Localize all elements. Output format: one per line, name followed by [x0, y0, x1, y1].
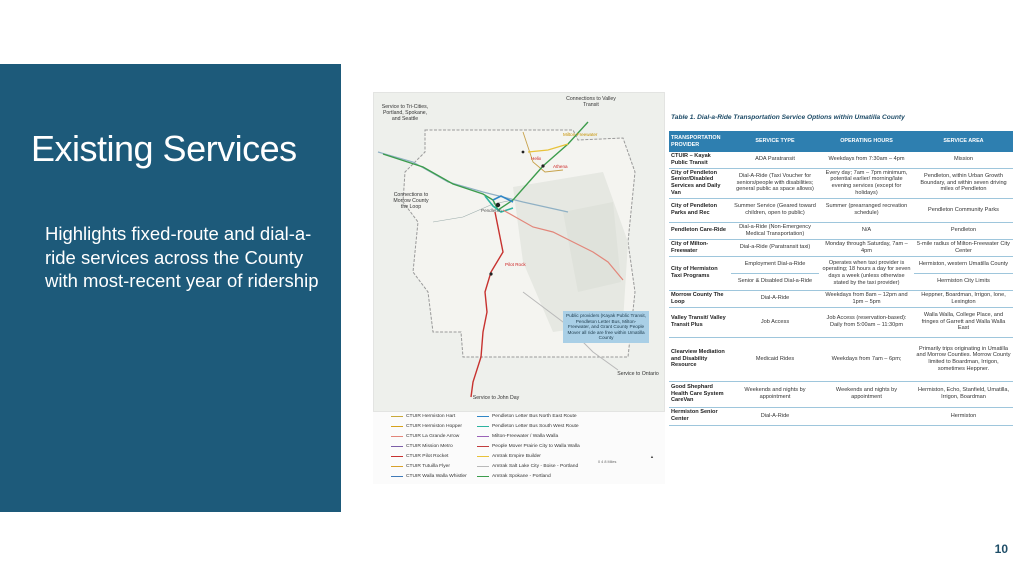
cell-service-type: Dial-A-Ride: [731, 290, 819, 307]
callout-tri-cities: Service to Tri-Cities, Portland, Spokane, and Seattle: [381, 104, 429, 122]
cell-service-type: Dial-A-Ride (Taxi Voucher for seniors/people with disabilities; general public as space allows): [731, 168, 819, 198]
cell-service-type: Summer Service (Geared toward children, open to public): [731, 198, 819, 222]
cell-operating-hours: [819, 407, 914, 425]
cell-service-type: Job Access: [731, 307, 819, 337]
table-row: [669, 198, 1013, 222]
cell-operating-hours: Weekdays from 8am – 12pm and 1pm – 5pm: [819, 290, 914, 307]
legend-item: CTUIR Walla Walla Whistler: [391, 474, 467, 479]
cell-service-area: Pendleton, within Urban Growth Boundary, and within seven driving miles of Pendleton: [914, 168, 1013, 198]
map-scale: 0 4 8 Miles: [598, 460, 617, 464]
legend-item: Pendleton Letter Bus North East Route: [477, 414, 577, 419]
callout-john-day: Service to John Day: [472, 395, 520, 401]
legend-swatch: [477, 446, 489, 448]
cell-service-area: Hermiston City Limits: [914, 273, 1013, 290]
cell-service-type: Weekends and nights by appointment: [731, 381, 819, 407]
cell-service-area: Heppner, Boardman, Irrigon, Ione, Lexington: [914, 290, 1013, 307]
table-header-row: [669, 131, 1013, 152]
cell-provider: Good Shephard Health Care System CareVan: [669, 381, 731, 407]
table-row: [669, 256, 1013, 273]
legend-item: People Mover Prairie City to Walla Walla: [477, 444, 580, 449]
legend-item: Milton-Freewater / Walla Walla: [477, 434, 558, 439]
cell-provider: Hermiston Senior Center: [669, 407, 731, 425]
service-map: [373, 92, 665, 484]
callout-morrow-county: Connections to Morrow County the Loop: [393, 192, 429, 210]
cell-service-type: ADA Paratransit: [731, 152, 819, 168]
cell-service-type: Dial-A-Ride: [731, 407, 819, 425]
table-row: [669, 222, 1013, 239]
legend-item: CTUIR Mission Metro: [391, 444, 453, 449]
cell-provider: Valley Transit/ Valley Transit Plus: [669, 307, 731, 337]
legend-swatch: [477, 426, 489, 428]
label-helix: Helix: [531, 156, 542, 161]
cell-provider: Morrow County The Loop: [669, 290, 731, 307]
cell-service-area: 5-mile radius of Milton-Freewater City Center: [914, 239, 1013, 256]
legend-item: CTUIR Pilot Rocket: [391, 454, 448, 459]
table-row: [669, 307, 1013, 337]
cell-operating-hours: Weekends and nights by appointment: [819, 381, 914, 407]
cell-service-area: Mission: [914, 152, 1013, 168]
free-fare-note: Public providers (Kayak Public Transit, Pendleton Letter Bus, Milton-Freewater, and Grant County People Mover all ride are free within Umatilla County: [563, 311, 649, 343]
header-service-area: SERVICE AREA: [914, 131, 1013, 152]
legend-swatch: [391, 446, 403, 448]
slide-body-text: Highlights fixed-route and dial-a-ride services across the County with most-recent year of ridership: [45, 223, 319, 291]
cell-service-type: Senior & Disabled Dial-a-Ride: [731, 273, 819, 290]
legend-swatch: [391, 466, 403, 468]
cell-service-type: Dial-a-Ride (Paratransit taxi): [731, 239, 819, 256]
legend-item: Pendleton Letter Bus South West Route: [477, 424, 579, 429]
legend-item: CTUIR Hermiston Hart: [391, 414, 455, 419]
legend-item: Amtrak Empire Builder: [477, 454, 541, 459]
legend-item: Amtrak Spokane - Portland: [477, 474, 551, 479]
legend-swatch: [477, 466, 489, 468]
header-provider: TRANSPORTATION PROVIDER: [669, 131, 731, 152]
legend-swatch: [391, 436, 403, 438]
cell-operating-hours: N/A: [819, 222, 914, 239]
cell-operating-hours: Weekdays from 7am – 6pm;: [819, 337, 914, 381]
legend-swatch: [391, 476, 403, 478]
cell-provider: City of Pendleton Senior/Disabled Services and Daily Van: [669, 168, 731, 198]
table-row: [669, 407, 1013, 425]
cell-service-area: Hermiston: [914, 407, 1013, 425]
cell-service-area: Pendleton: [914, 222, 1013, 239]
cell-service-type: Employment Dial-a-Ride: [731, 256, 819, 273]
cell-service-area: Primarily trips originating in Umatilla and Morrow Counties. Morrow County limited to Boardman, Irrigon, sometimes Heppner.: [914, 337, 1013, 381]
callout-ontario: Service to Ontario: [617, 371, 659, 377]
callout-valley-transit: Connections to Valley Transit: [566, 96, 616, 108]
cell-service-area: Walla Walla, College Place, and fringes of Garrett and Walla Walla East: [914, 307, 1013, 337]
label-milton-freewater: Milton-Freewater: [563, 132, 598, 137]
cell-operating-hours: Every day; 7am – 7pm minimum, potential earlier/ morning/late evening services (except for holidays): [819, 168, 914, 198]
table-row: [669, 337, 1013, 381]
cell-service-type: Dial-a-Ride (Non-Emergency Medical Transportation): [731, 222, 819, 239]
cell-provider: Pendleton Care-Ride: [669, 222, 731, 239]
legend-swatch: [391, 456, 403, 458]
slide-title: Existing Services: [31, 128, 297, 169]
legend-item: CTUIR Tutuilla Flyer: [391, 464, 450, 469]
cell-provider: City of Milton-Freewater: [669, 239, 731, 256]
cell-service-type: Medicaid Rides: [731, 337, 819, 381]
label-athena: Athena: [553, 164, 568, 169]
header-service-type: SERVICE TYPE: [731, 131, 819, 152]
cell-operating-hours: Operates when taxi provider is operating; 18 hours a day for seven days a week (unless otherwise stated by the taxi provider): [819, 256, 914, 290]
legend-item: Amtrak Salt Lake City - Boise - Portland: [477, 464, 578, 469]
dial-a-ride-table: [669, 131, 1013, 426]
cell-operating-hours: Job Access (reservation-based): Daily from 5:00am – 11:30pm: [819, 307, 914, 337]
label-pilot-rock: Pilot Rock: [505, 262, 526, 267]
cell-provider: Clearview Mediation and Disability Resource: [669, 337, 731, 381]
table-row: [669, 152, 1013, 168]
label-pendleton: Pendleton: [481, 208, 502, 213]
table-row: [669, 239, 1013, 256]
legend-item: CTUIR La Grande Arrow: [391, 434, 459, 439]
page-number: 10: [994, 542, 1008, 556]
table-row: [669, 381, 1013, 407]
cell-operating-hours: Monday through Saturday, 7am – 4pm: [819, 239, 914, 256]
legend-item: CTUIR Hermiston Hopper: [391, 424, 462, 429]
cell-service-area: Hermiston, western Umatilla County: [914, 256, 1013, 273]
legend-swatch: [477, 436, 489, 438]
table-row: [669, 168, 1013, 198]
legend-swatch: [477, 456, 489, 458]
cell-provider: City of Hermiston Taxi Programs: [669, 256, 731, 290]
legend-swatch: [391, 426, 403, 428]
north-arrow-icon: ▲: [650, 454, 654, 459]
legend-swatch: [477, 416, 489, 418]
cell-operating-hours: Summer (prearranged recreation schedule): [819, 198, 914, 222]
cell-provider: City of Pendleton Parks and Rec: [669, 198, 731, 222]
cell-provider: CTUIR – Kayak Public Transit: [669, 152, 731, 168]
header-operating-hours: OPERATING HOURS: [819, 131, 914, 152]
legend-swatch: [477, 476, 489, 478]
cell-service-area: Hermiston, Echo, Stanfield, Umatilla, Irrigon, Boardman: [914, 381, 1013, 407]
cell-service-area: Pendleton Community Parks: [914, 198, 1013, 222]
cell-operating-hours: Weekdays from 7:30am – 4pm: [819, 152, 914, 168]
table-row: [669, 290, 1013, 307]
legend-swatch: [391, 416, 403, 418]
table-caption: Table 1. Dial-a-Ride Transportation Service Options within Umatilla County: [671, 114, 905, 121]
